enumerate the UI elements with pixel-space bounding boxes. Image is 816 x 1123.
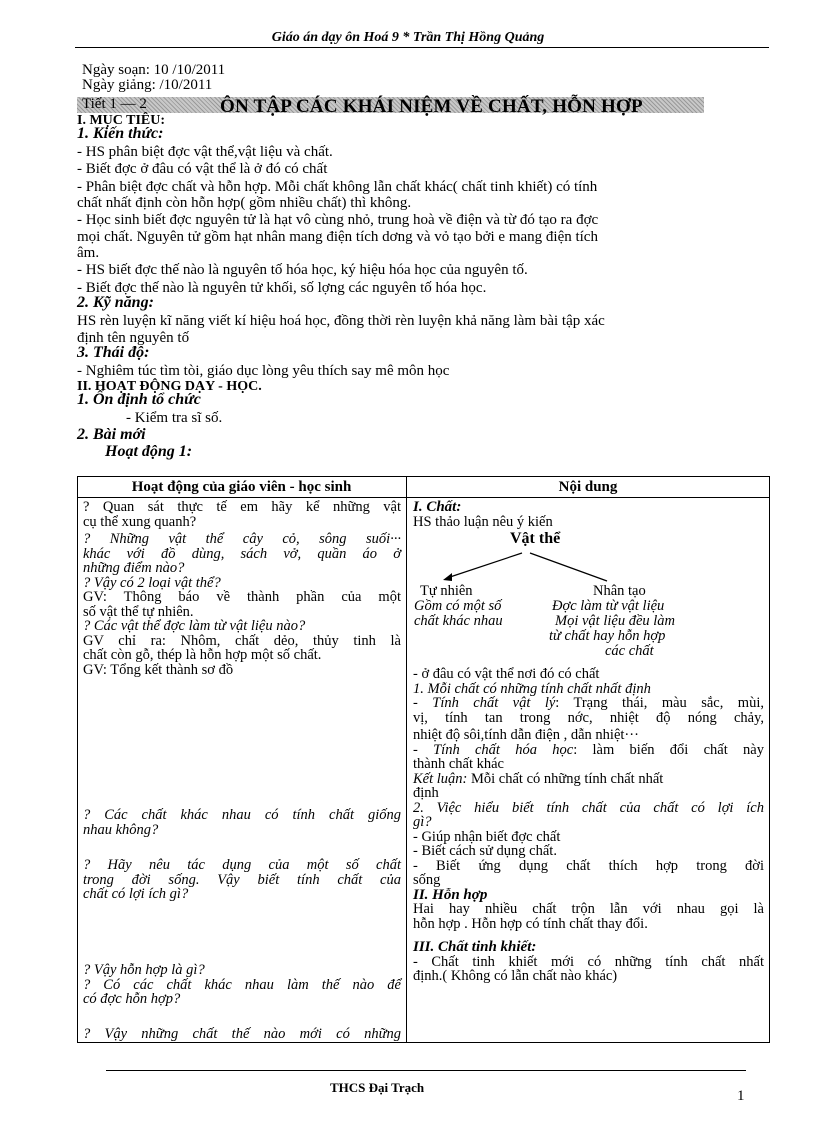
content-line: định [413,785,439,801]
knowledge-heading: 1. Kiến thức: [77,125,164,142]
content-line: - ở đâu có vật thể nơi đó có chất [413,666,600,682]
table-header-left: Hoạt động của giáo viên - học sinh [131,479,352,495]
content-line: HS thảo luận nêu ý kiến [413,513,553,530]
ngay-soan: Ngày soạn: 10 /10/2011 [82,62,226,78]
table-column-divider [406,476,407,1043]
right-column-top [413,500,764,529]
knowledge-item: mọi chất. Nguyên tử gồm hạt nhân mang điện tích dơng và vỏ tạo bởi e mang điện tích [77,229,598,245]
question: chất có lợi ích gì? [83,886,189,902]
content-line: - Giúp nhận biết đợc chất [413,828,561,845]
diagram-artificial-desc: Mọi vật liệu đều làm [555,613,676,629]
attitude-heading: 3. Thái độ: [77,344,150,361]
diagram-artificial-desc: các chất [605,643,654,659]
diagram-natural-desc: chất khác nhau [414,613,503,629]
teacher-note: GV: Tổng kết thành sơ đồ [83,661,234,678]
question: ? Quan sát thực tế em hãy kể những vật [83,499,401,515]
content-line: hỗn hợp . Hỗn hợp có tính chất thay đổi. [413,915,648,932]
label: - Tính chất hóa học [413,741,574,758]
content-line: sống [413,872,441,888]
content-line: 2. Việc hiểu biết tính chất của chất có lợi ích [413,799,764,816]
left-column-q5 [83,808,401,837]
section-heading: I. Chất: [413,499,462,515]
activity-heading: Hoạt động 1: [105,443,193,460]
knowledge-item: âm. [77,245,100,261]
question: cụ thể xung quanh? [83,513,197,530]
knowledge-item: - HS phân biệt đợc vật thể,vật liệu và chất. [77,144,333,160]
content-line: - Biết ứng dụng chất thích hợp trong đời [413,857,764,874]
teacher-note: GV chỉ ra: Nhôm, chất dẻo, thủy tinh là [83,632,401,649]
question: ? Vậy hỗn hợp là gì? [83,962,205,978]
page-number: 1 [737,1088,745,1104]
footer-school: THCS Đại Trạch [330,1080,425,1095]
left-column [83,500,401,677]
knowledge-item: - Học sinh biết đợc nguyên tử là hạt vô cùng nhỏ, trung hoà về điện và từ đó tạo ra đợc [77,212,599,228]
content-line: - Tính chất hóa học: làm biến đổi chất này [413,741,764,758]
content-line: gì? [413,814,432,830]
footer-rule [106,1070,746,1071]
left-column-q9 [83,1027,401,1042]
question: ? Những vật thể cây cỏ, sông suối··· [83,531,401,547]
content-line: thành chất khác [413,756,504,772]
content-line: - Biết cách sử dụng chất. [413,843,557,859]
diagram-natural: Tự nhiên [420,583,473,599]
content-line: vị, tính tan trong nớc, nhiệt độ nóng chảy, [413,709,764,726]
diagram-root: Vật thể [510,530,561,547]
section-heading: II. Hỗn hợp [413,886,488,903]
header-rule [75,47,769,48]
knowledge-item: - HS biết đợc thế nào là nguyên tố hóa học, ký hiệu hóa học của nguyên tố. [77,262,528,278]
lesson-number: Tiết 1 — 2 [82,96,147,112]
right-column-main [413,667,764,984]
question: ? Vậy những chất thế nào mới có những [83,1026,401,1042]
content-line: - Tính chất vật lý: Trạng thái, màu sắc, mùi, [413,695,764,711]
table-header-right: Nội dung [558,479,618,495]
activities-heading: II. HOẠT ĐỘNG DẠY - HỌC. [77,379,262,394]
content-line: 1. Mỗi chất có những tính chất nhất định [413,680,651,697]
diagram-natural-desc: Gồm có một số [414,598,502,614]
skills-item: định tên nguyên tố [77,330,190,346]
question: khác với đồ dùng, sách vở, quần áo ở [83,545,401,562]
content-line: - Chất tinh khiết mới có những tính chất nhất [413,953,764,970]
left-column-q6 [83,858,401,902]
diagram-artificial: Nhân tạo [593,583,646,599]
question: trong đời sống. Vậy biết tính chất của [83,871,401,888]
section-heading: III. Chất tinh khiết: [413,939,537,955]
question: những điểm nào? [83,560,185,576]
org-heading: 1. Ổn định tổ chức [77,391,201,408]
label: - Tính chất vật lý [413,695,556,711]
knowledge-item: - Biết đợc ở đâu có vật thể là ở đó có chất [77,161,328,177]
left-column-q7 [83,963,401,1007]
content-line: Hai hay nhiều chất trộn lẫn với nhau gọi là [413,901,764,917]
diagram-artificial-desc: Đợc làm từ vật liệu [552,598,665,614]
knowledge-item: - Phân biệt đợc chất và hỗn hợp. Mỗi chất không lẫn chất khác( chất tinh khiết) có tính [77,179,598,195]
knowledge-item: chất nhất định còn hỗn hợp( gồm nhiều chất) thì không. [77,195,412,211]
question: ? Các vật thể đợc làm từ vật liệu nào? [83,618,306,634]
question: ? Hãy nêu tác dụng của một số chất [83,857,401,873]
question: ? Có các chất khác nhau làm thế nào để [83,976,401,993]
question: ? Các chất khác nhau có tính chất giống [83,807,401,823]
table-header-rule [77,497,770,498]
skills-heading: 2. Kỹ năng: [77,294,154,311]
skills-item: HS rèn luyện kĩ năng viết kí hiệu hoá học, đồng thời rèn luyện khả năng làm bài tập xác [77,313,605,329]
knowledge-item: - Biết đợc thế nào là nguyên tử khối, số lợng các nguyên tố hóa học. [77,280,487,296]
question: có đợc hỗn hợp? [83,991,181,1007]
teacher-note: chất còn gỗ, thép là hỗn hợp một số chất. [83,647,322,663]
lesson-heading: 2. Bài mới [77,426,146,443]
content-line: nhiệt độ sôi,tính dẫn điện , dẫn nhiệt··· [413,727,639,743]
label: Kết luận: [413,770,468,787]
objectives-heading: I. MỤC TIÊU: [77,113,166,128]
teacher-note: số vật thể tự nhiên. [83,603,194,620]
attitude-item: - Nghiêm túc tìm tòi, giáo dục lòng yêu thích say mê môn học [77,363,450,379]
ngay-giang: Ngày giảng: /10/2011 [82,77,213,93]
lesson-title: ÔN TẬP CÁC KHÁI NIỆM VỀ CHẤT, HỖN HỢP [220,96,643,117]
page-header: Giáo án dạy ôn Hoá 9 * Trần Thị Hồng Quảng [271,30,545,45]
teacher-note: GV: Thông báo về thành phần của một [83,589,401,605]
content-line: Kết luận: Mỗi chất có những tính chất nhất [413,770,664,787]
org-item: - Kiểm tra sĩ số. [126,410,223,426]
diagram-artificial-desc: từ chất hay hỗn hợp [549,628,666,644]
question: nhau không? [83,821,159,838]
content-line: định.( Không có lẫn chất nào khác) [413,968,618,984]
question: ? Vậy có 2 loại vật thể? [83,574,221,591]
